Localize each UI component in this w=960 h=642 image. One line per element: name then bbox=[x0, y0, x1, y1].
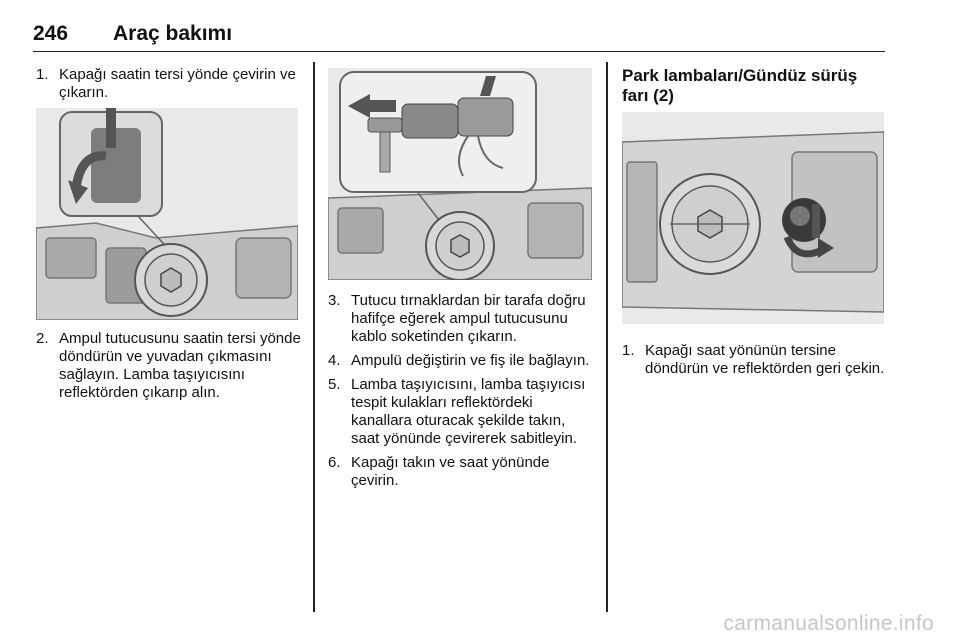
column-2 bbox=[328, 292, 592, 496]
step-text: Tutucu tırnaklardan bir tarafa doğru hafifçe eğerek ampul tutucusunu kablo soketinden çıkarın. bbox=[351, 292, 586, 345]
step-text: Ampul tutucusunu saatin tersi yönde döndürün ve yuvadan çıkmasını sağlayın. Lamba taşıyıcısını reflektörden çıkarıp alın. bbox=[59, 330, 301, 401]
figure-cover-removal bbox=[36, 108, 298, 320]
step-item bbox=[328, 352, 592, 370]
step-number: 2. bbox=[36, 330, 49, 347]
step-text: Ampulü değiştirin ve fiş ile bağlayın. bbox=[351, 352, 590, 369]
step-item bbox=[36, 66, 302, 102]
step-number: 4. bbox=[328, 352, 341, 369]
figure-park-light bbox=[622, 112, 884, 324]
column-1 bbox=[36, 66, 302, 108]
watermark: carmanualsonline.info bbox=[723, 612, 934, 635]
step-number: 1. bbox=[36, 66, 49, 83]
step-text: Kapağı saatin tersi yönde çevirin ve çıkarın. bbox=[59, 66, 296, 101]
column-3 bbox=[622, 66, 888, 106]
column-divider-1 bbox=[313, 62, 315, 612]
step-item bbox=[328, 454, 592, 490]
section-title: Park lambaları/Gündüz sürüş farı (2) bbox=[622, 66, 858, 105]
step-item bbox=[328, 376, 592, 448]
step-number: 6. bbox=[328, 454, 341, 471]
page-number: 246 bbox=[33, 22, 69, 45]
column-divider-2 bbox=[606, 62, 608, 612]
column-3-continued bbox=[622, 342, 888, 384]
page-title: Araç bakımı bbox=[113, 22, 233, 45]
figure-bulb-holder bbox=[328, 68, 592, 280]
page-header bbox=[33, 10, 885, 52]
step-number: 1. bbox=[622, 342, 635, 359]
step-item bbox=[36, 330, 302, 402]
step-item bbox=[328, 292, 592, 346]
step-text: Kapağı takın ve saat yönünde çevirin. bbox=[351, 454, 550, 489]
step-text: Lamba taşıyıcısını, lamba taşıyıcısı tespit kulakları reflektördeki kanallara oturacak şekilde takın, saat yönünde çevirerek sabitleyin. bbox=[351, 376, 586, 447]
step-item bbox=[622, 342, 888, 378]
step-text: Kapağı saat yönünün tersine döndürün ve reflektörden geri çekin. bbox=[645, 342, 885, 377]
column-1-continued bbox=[36, 330, 302, 408]
step-number: 3. bbox=[328, 292, 341, 309]
step-number: 5. bbox=[328, 376, 341, 393]
